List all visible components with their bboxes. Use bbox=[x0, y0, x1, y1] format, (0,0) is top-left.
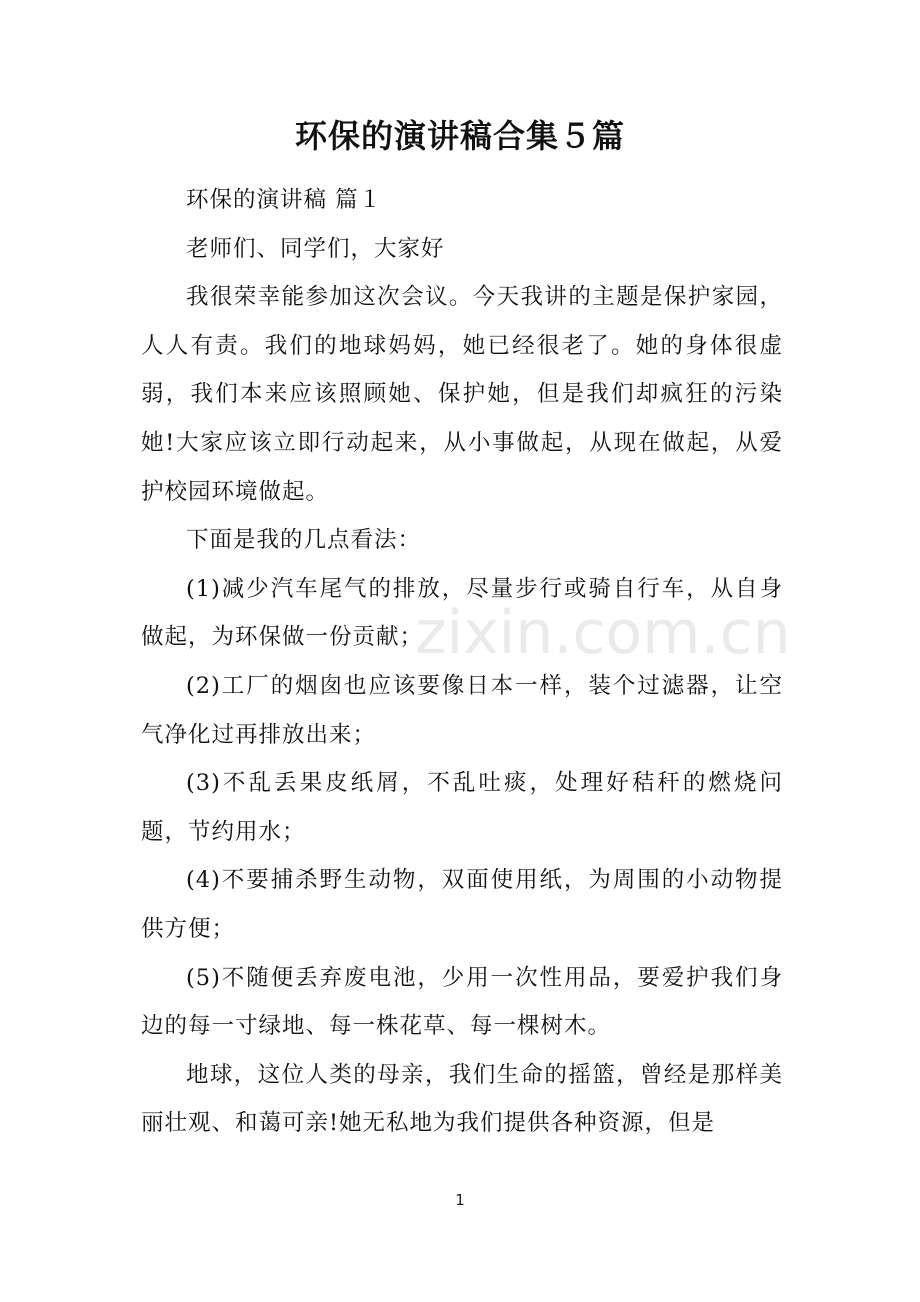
section-heading: 环保的演讲稿 篇１ bbox=[186, 187, 383, 213]
point-1-paragraph: (1)减少汽车尾气的排放，尽量步行或骑自行车，从自身做起，为环保做一份贡献； bbox=[141, 575, 783, 651]
watermark-text: zixin.com.cn bbox=[415, 598, 791, 668]
earth-paragraph: 地球，这位人类的母亲，我们生命的摇篮，曾经是那样美丽壮观、和蔼可亲!她无私地为我们提供各种资源，但是 bbox=[141, 1061, 783, 1137]
greeting-paragraph: 老师们、同学们，大家好 bbox=[186, 235, 445, 262]
point-3-paragraph: (3)不乱丢果皮纸屑，不乱吐痰，处理好秸秆的燃烧问题，节约用水； bbox=[141, 770, 783, 845]
intro-paragraph: 我很荣幸能参加这次会议。今天我讲的主题是保护家园，人人有责。我们的地球妈妈，她已经很老了。她的身体很虚弱，我们本来应该照顾她、保护她，但是我们却疯狂的污染她!大家应该立即行动起来，从小事做起，从现在做起，从爱护校园环境做起。 bbox=[141, 284, 783, 505]
document-title: 环保的演讲稿合集５篇 bbox=[294, 117, 625, 155]
page-number: 1 bbox=[455, 1191, 465, 1209]
opinions-lead-paragraph: 下面是我的几点看法： bbox=[186, 527, 422, 554]
document-body bbox=[141, 176, 783, 1148]
point-4-paragraph: (4)不要捕杀野生动物，双面使用纸，为周围的小动物提供方便； bbox=[141, 867, 783, 942]
point-5-paragraph: (5)不随便丢弃废电池，少用一次性用品，要爱护我们身边的每一寸绿地、每一株花草、每一棵树木。 bbox=[141, 964, 783, 1040]
point-2-paragraph: (2)工厂的烟囱也应该要像日本一样，装个过滤器，让空气净化过再排放出来； bbox=[141, 672, 783, 748]
